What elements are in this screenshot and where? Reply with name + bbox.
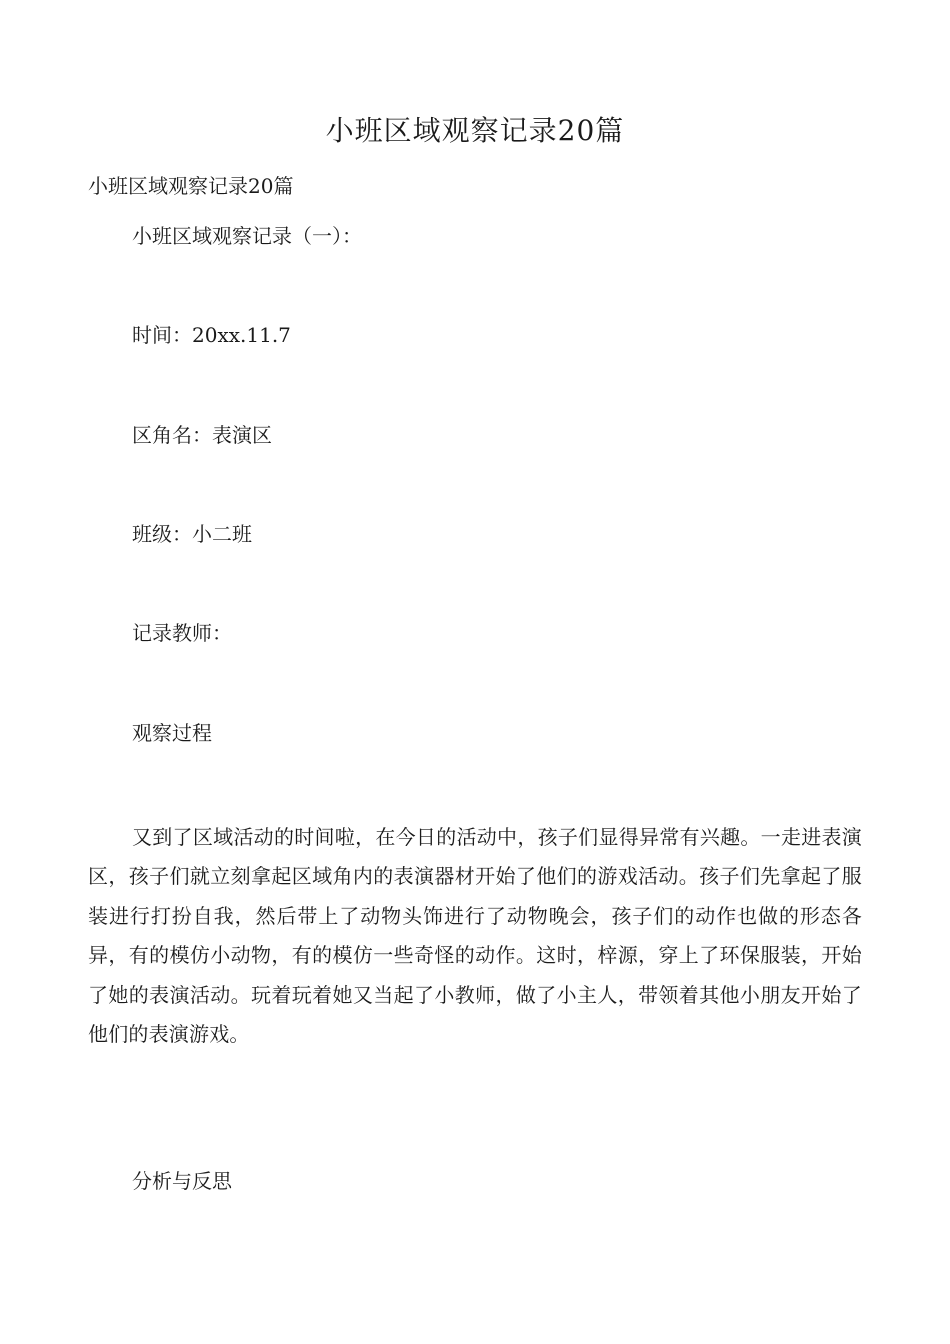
time-line: 时间：20xx.11.7 bbox=[132, 323, 291, 347]
class-line: 班级：小二班 bbox=[132, 522, 252, 546]
observation-paragraph: 又到了区域活动的时间啦，在今日的活动中，孩子们显得异常有兴趣。一走进表演区，孩子们就立刻拿起区域角内的表演器材开始了他们的游戏活动。孩子们先拿起了服装进行打扮自我，然后带上了动物头饰进行了动物晚会，孩子们的动作也做的形态各异，有的模仿小动物，有的模仿一些奇怪的动作。这时，梓源，穿上了环保服装，开始了她的表演活动。玩着玩着她又当起了小教师，做了小主人，带领着其他小朋友开始了他们的表演游戏。 bbox=[88, 825, 862, 1047]
document-title: 小班区域观察记录20篇 bbox=[325, 114, 625, 147]
document-subtitle: 小班区域观察记录20篇 bbox=[88, 174, 294, 198]
observation-heading: 观察过程 bbox=[132, 721, 212, 745]
section-heading: 小班区域观察记录（一）： bbox=[132, 224, 362, 248]
area-line: 区角名：表演区 bbox=[132, 423, 272, 447]
analysis-heading: 分析与反思 bbox=[132, 1169, 232, 1193]
teacher-line: 记录教师： bbox=[132, 621, 232, 645]
